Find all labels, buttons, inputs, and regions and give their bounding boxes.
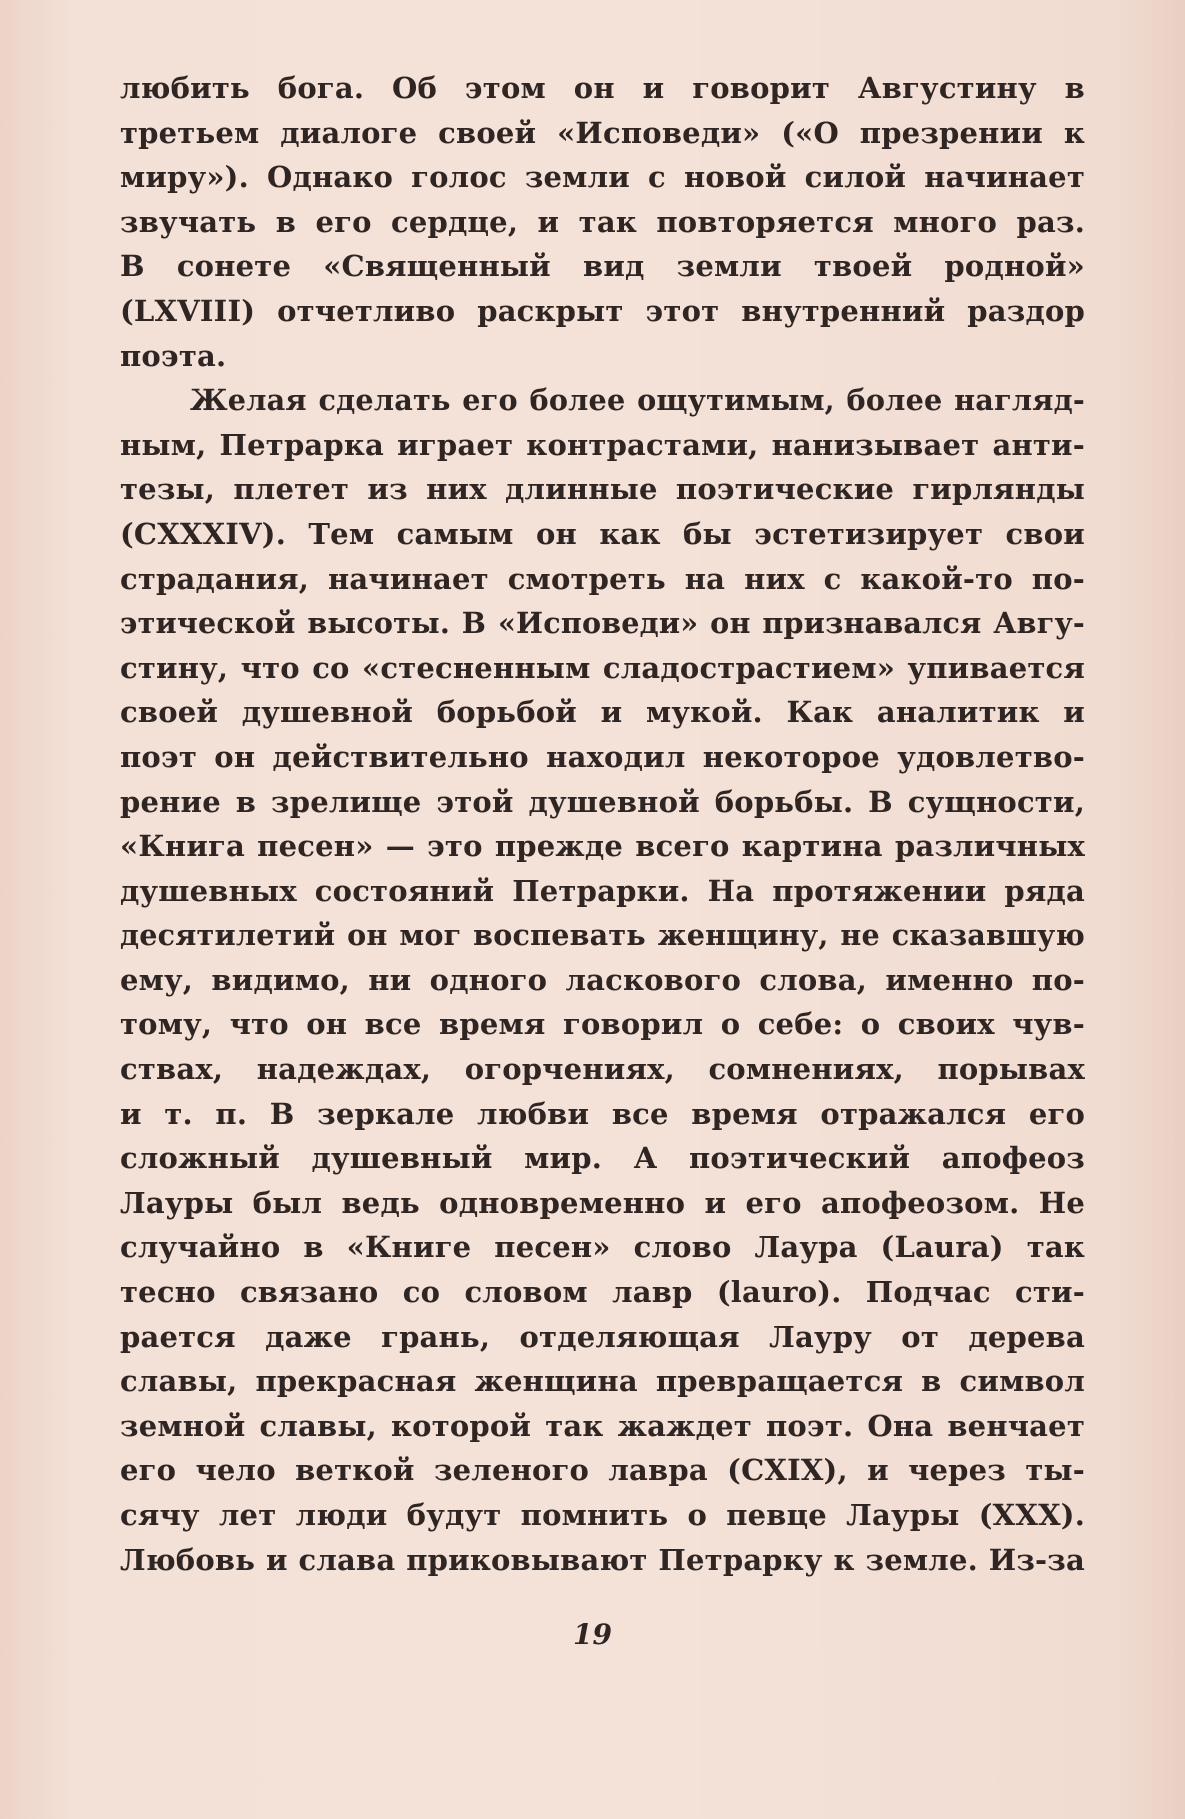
text-line: этической высоты. В «Исповеди» он признавался Авгу-	[120, 606, 1085, 641]
text-line: (LXVIII) отчетливо раскрыт этот внутренний раздор	[120, 293, 1085, 328]
text-line: стину, что со «стесненным сладострастием» упивается	[120, 650, 1085, 685]
text-line: тому, что он все время говорил о себе: о своих чув-	[120, 1007, 1085, 1042]
text-line: страдания, начинает смотреть на них с какой-то по-	[120, 561, 1085, 596]
text-line: его чело веткой зеленого лавра (CXIX), и через ты-	[120, 1453, 1085, 1488]
text-line: душевных состояний Петрарки. На протяжении ряда	[120, 873, 1085, 908]
text-line: тезы, плетет из них длинные поэтические гирлянды	[120, 472, 1085, 507]
text-line: ствах, надеждах, огорчениях, сомнениях, порывах	[120, 1052, 1085, 1087]
text-line: (CXXXIV). Тем самым он как бы эстетизирует свои	[120, 516, 1085, 551]
text-line: любить бога. Об этом он и говорит Августину в	[120, 71, 1085, 105]
text-line: Любовь и слава приковывают Петрарку к земле. Из-за	[120, 1542, 1085, 1577]
text-line: славы, прекрасная женщина превращается в символ	[120, 1364, 1085, 1399]
text-line: третьем диалоге своей «Исповеди» («О презрении к	[120, 115, 1085, 150]
text-line: и т. п. В зеркале любви все время отражался его	[120, 1096, 1085, 1131]
text-line: сложный душевный мир. А поэтический апофеоз	[120, 1141, 1085, 1176]
text-line: поэт он действительно находил некоторое удовлетво-	[120, 739, 1085, 774]
text-line: случайно в «Книге песен» слово Лаура (Laura) так	[120, 1230, 1085, 1265]
text-line: Лауры был ведь одновременно и его апофеозом. Не	[120, 1185, 1085, 1220]
text-line: ему, видимо, ни одного ласкового слова, именно по-	[120, 962, 1085, 997]
text-line: сячу лет люди будут помнить о певце Лауры (XXX).	[120, 1498, 1085, 1532]
text-line: своей душевной борьбой и мукой. Как аналитик и	[120, 695, 1085, 730]
text-line: «Книга песен» — это прежде всего картина различных	[120, 829, 1085, 864]
text-line: звучать в его сердце, и так повторяется много раз.	[120, 204, 1085, 239]
body-text	[120, 66, 1085, 1582]
text-line: рается даже грань, отделяющая Лауру от дерева	[120, 1319, 1085, 1354]
text-line: миру»). Однако голос земли с новой силой начинает	[120, 160, 1085, 195]
text-line: В сонете «Священный вид земли твоей родной»	[120, 249, 1085, 284]
text-line: рение в зрелище этой душевной борьбы. В сущности,	[120, 784, 1085, 819]
text-line: Желая сделать его более ощутимым, более нагляд-	[190, 383, 1085, 418]
text-line: ным, Петрарка играет контрастами, нанизывает анти-	[120, 427, 1085, 462]
text-line: земной славы, которой так жаждет поэт. Она венчает	[120, 1408, 1085, 1443]
text-line: тесно связано со словом лавр (lauro). Подчас сти-	[120, 1275, 1085, 1310]
text-line: десятилетий он мог воспевать женщину, не сказавшую	[120, 918, 1085, 953]
page-number: 19	[573, 1618, 612, 1651]
text-line: поэта.	[120, 338, 227, 373]
